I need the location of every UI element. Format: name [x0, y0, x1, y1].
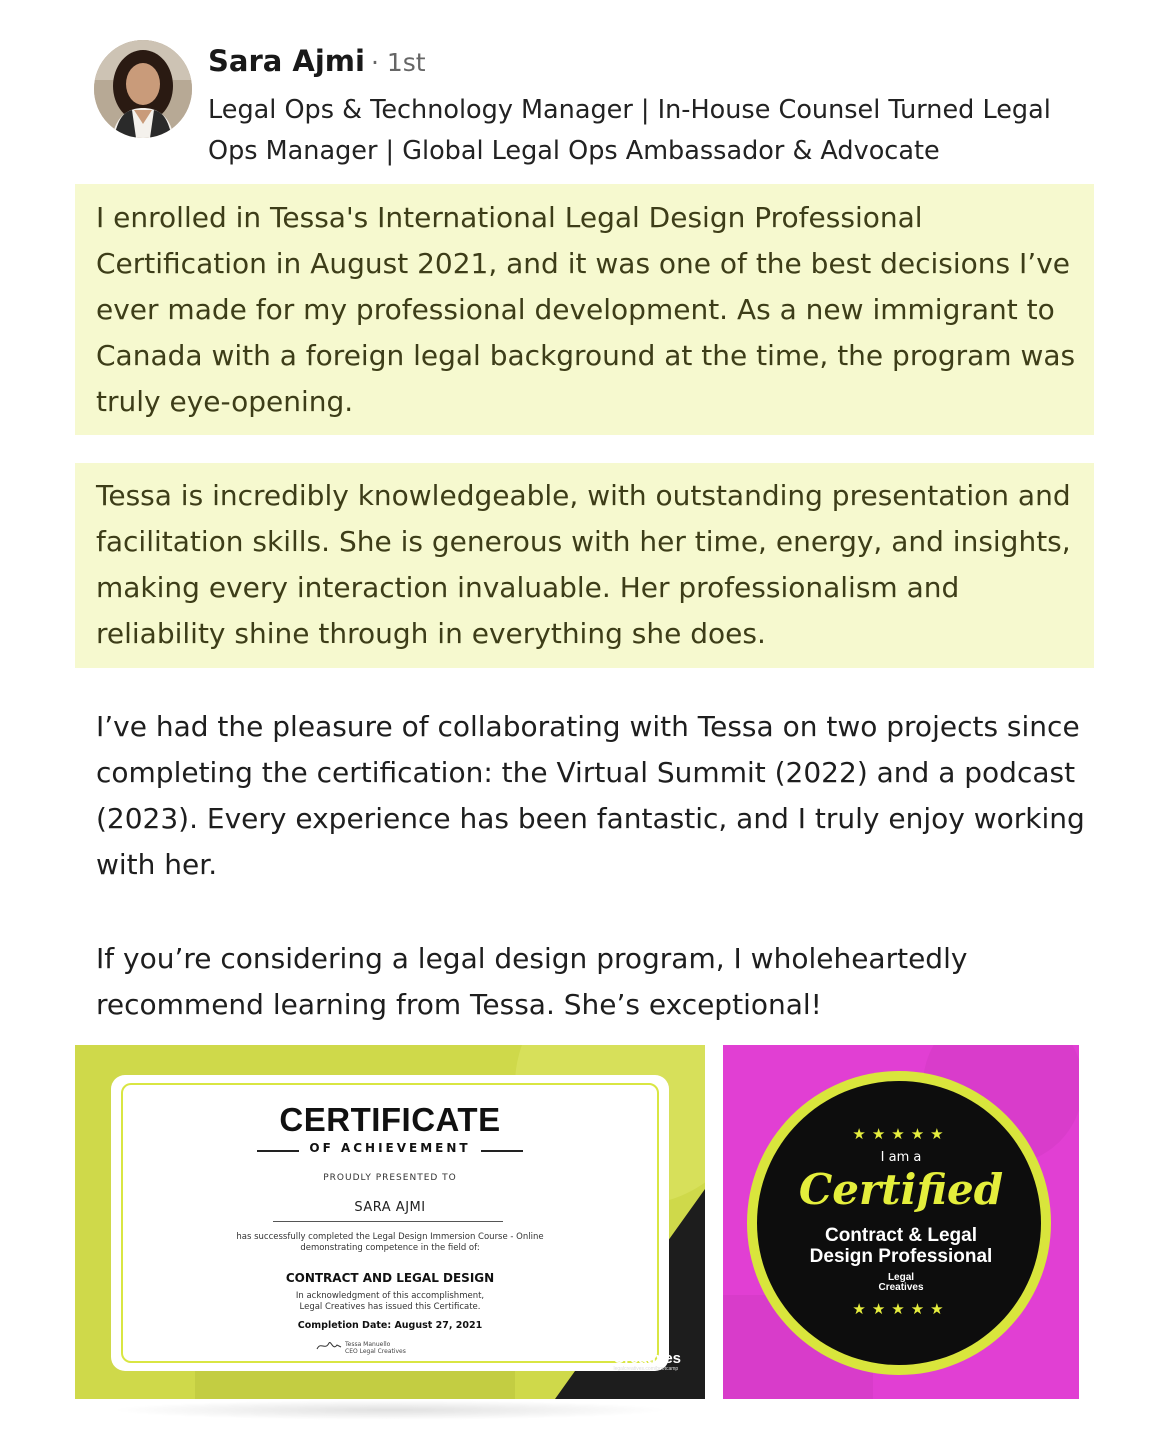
post-paragraph-2: Tessa is incredibly knowledgeable, with outstanding presentation and facilitation skills. She is generous with her time, energy, and insights, making every interaction invaluable. Her professionalism and reliability shine through in everything she does.: [96, 479, 1071, 650]
certificate-description: has successfully completed the Legal Design Immersion Course - Online demonstrating competence in the field of:: [236, 1232, 544, 1253]
certified-badge-image[interactable]: [723, 1045, 1079, 1399]
signature-mark: [315, 1339, 343, 1353]
divider: [273, 1221, 503, 1222]
certificate-recipient: SARA AJMI: [354, 1200, 426, 1215]
certificate-presented: PROUDLY PRESENTED TO: [323, 1173, 457, 1183]
post-author-header: [94, 40, 1094, 170]
author-avatar[interactable]: [94, 40, 192, 138]
certificate-signature: Tessa Manuello CEO Legal Creatives: [345, 1341, 406, 1355]
star-icons: ★★★★★: [852, 1300, 950, 1318]
post-paragraph-4: If you’re considering a legal design program, I wholeheartedly recommend learning from Tessa. She’s exceptional!: [96, 942, 968, 1021]
badge-circle: [757, 1081, 1041, 1365]
post-paragraph-1: I enrolled in Tessa's International Legal Design Professional Certification in August 2021, and it was one of the best decisions I’ve ever made for my professional development. As a new immigrant to Canada with a foreign legal background at the time, the program was truly eye-opening.: [96, 201, 1076, 418]
badge-title: Contract & Legal Design Professional: [809, 1225, 993, 1267]
author-name[interactable]: Sara Ajmi · 1st: [208, 44, 426, 78]
badge-intro: I am a: [880, 1150, 922, 1165]
author-headline: Legal Ops & Technology Manager | In-House Counsel Turned Legal Ops Manager | Global Legal Ops Ambassador & Advocate: [208, 95, 1051, 166]
certificate-acknowledgment: In acknowledgment of this accomplishment, Legal Creatives has issued this Certificate.: [295, 1291, 485, 1312]
certificate-field: CONTRACT AND LEGAL DESIGN: [285, 1271, 495, 1285]
badge-logo: Legal Creatives: [878, 1272, 924, 1293]
certificate-title: CERTIFICATE: [279, 1101, 501, 1138]
certificate-subtitle: OF ACHIEVEMENT: [309, 1141, 471, 1155]
badge-certified: Certified: [798, 1165, 1004, 1214]
star-icons: ★★★★★: [852, 1125, 950, 1143]
divider: [481, 1150, 523, 1152]
certificate-image[interactable]: [75, 1045, 705, 1399]
certificate-card: [111, 1075, 669, 1371]
connection-degree: · 1st: [370, 48, 426, 77]
legal-creatives-logo: Legal Creatives legalcreatives.com/bootcamp: [613, 1337, 681, 1372]
certificate-completion-date: Completion Date: August 27, 2021: [297, 1320, 483, 1331]
post-paragraph-3: I’ve had the pleasure of collaborating with Tessa on two projects since completing the certification: the Virtual Summit (2022) and a podcast (2023). Every experience has been fantastic, and I truly enjoy working with her.: [96, 710, 1085, 881]
image-shadow: [110, 1400, 670, 1420]
